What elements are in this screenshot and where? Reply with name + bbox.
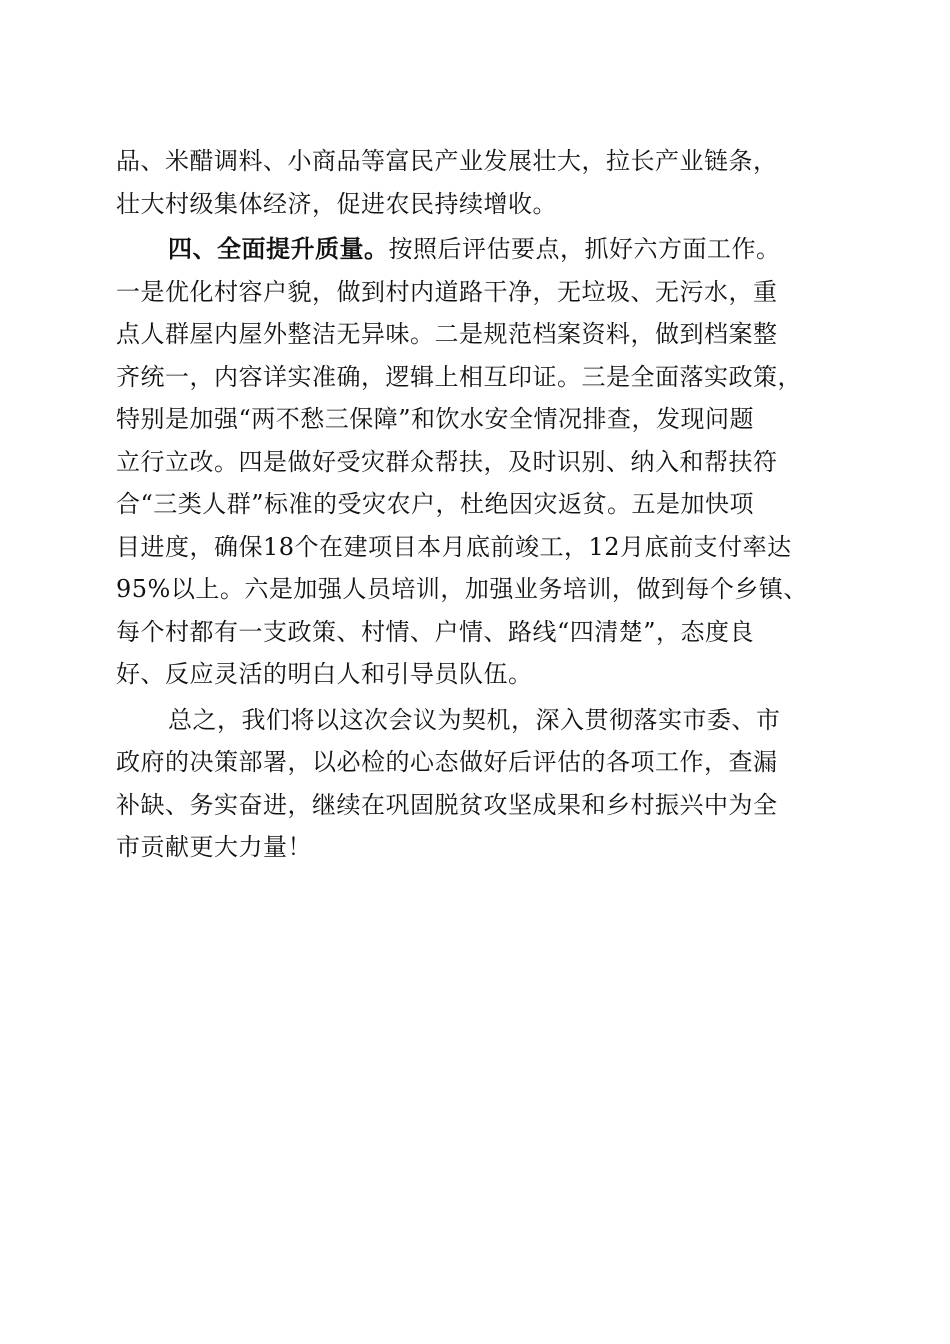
paragraph-line: 齐统一，内容详实准确，逻辑上相互印证。三是全面落实政策， — [116, 362, 802, 391]
paragraph-3 — [116, 699, 836, 869]
paragraph-1 — [116, 140, 836, 225]
paragraph-first-line — [116, 228, 836, 271]
paragraph-line: 点人群屋内屋外整洁无异味。二是规范档案资料，做到档案整 — [116, 320, 778, 348]
paragraph-line: 品、米醋调料、小商品等富民产业发展壮大，拉长产业链条， — [116, 147, 778, 175]
paragraph-line: 好、反应灵活的明白人和引导员队伍。 — [116, 660, 533, 688]
paragraph-line: 每个村都有一支政策、村情、户情、路线“四清楚”，态度良 — [116, 617, 755, 646]
paragraph-line: 政府的决策部署，以必检的心态做好后评估的各项工作，查漏 — [116, 748, 778, 776]
paragraph-line: 壮大村级集体经济，促进农民持续增收。 — [116, 189, 557, 218]
paragraph-line: 立行立改。四是做好受灾群众帮扶，及时识别、纳入和帮扶符 — [116, 447, 778, 476]
paragraph-line: 市贡献更大力量！ — [116, 833, 312, 861]
section-heading: 四、全面提升质量。 — [168, 234, 389, 263]
paragraph-line: 补缺、务实奋进，继续在巩固脱贫攻坚成果和乡村振兴中为全 — [116, 790, 778, 819]
paragraph-line: 95%以上。六是加强人员培训，加强业务培训，做到每个乡镇、 — [116, 575, 808, 603]
paragraph-line: 合“三类人群”标准的受灾农户，杜绝因灾返贫。五是加快项 — [116, 490, 755, 518]
paragraph-line: 目进度，确保18个在建项目本月底前竣工，12月底前支付率达 — [116, 532, 792, 561]
paragraph-line: 一是优化村容户貌，做到村内道路干净，无垃圾、无污水，重 — [116, 277, 778, 306]
paragraph-first-line: 总之，我们将以这次会议为契机，深入贯彻落实市委、市 — [168, 705, 781, 734]
paragraph-line: 特别是加强“两不愁三保障”和饮水安全情况排查，发现问题 — [116, 405, 755, 433]
paragraph-text: 按照后评估要点，抓好六方面工作。 — [388, 235, 781, 263]
paragraph-2 — [116, 228, 836, 696]
document-body — [116, 140, 836, 869]
